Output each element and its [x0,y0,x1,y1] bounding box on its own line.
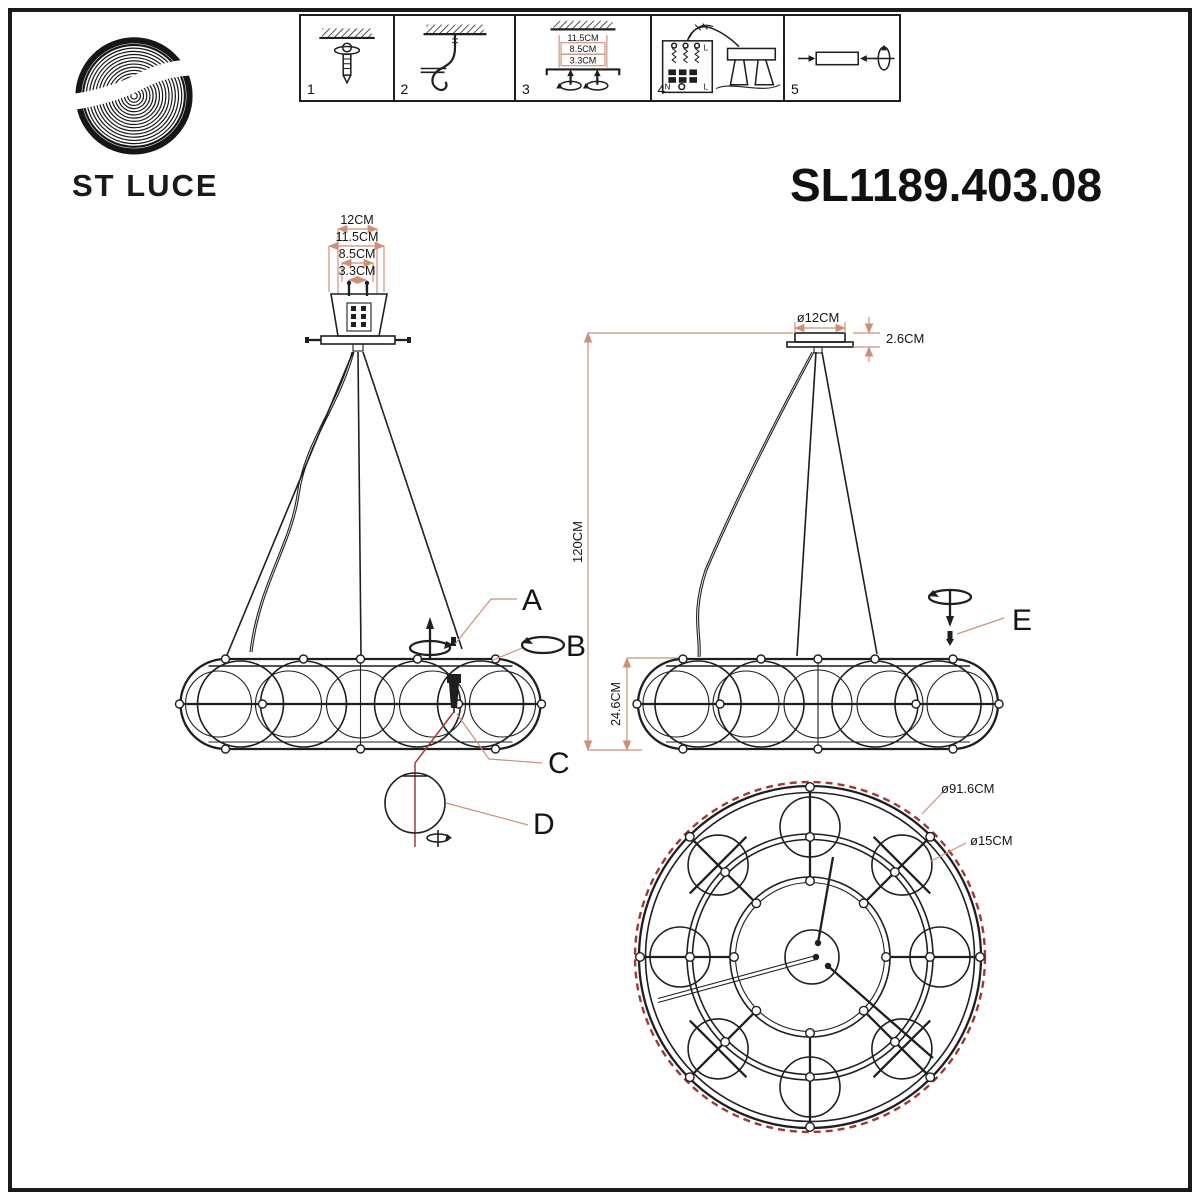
model-number: SL1189.403.08 [790,159,1103,211]
rotation-arrow-icon [522,637,564,653]
dimension-label: 8.5CM [338,247,376,261]
terminal-label-l: L [703,43,708,53]
chandelier-body-side [633,655,1003,753]
suspension-cables [697,352,877,657]
step-number: 5 [791,81,799,97]
rotation-arrow-icon [427,830,452,847]
side-view [570,310,1032,753]
step-number: 4 [657,81,666,97]
screw-icon [946,631,954,646]
step-number: 1 [307,81,315,97]
dimension-label: 120CM [570,521,585,563]
part-label-b: B [566,630,587,663]
part-label-c: C [548,747,570,780]
step3-dim1: 11.5CM [567,32,599,43]
dimension-label: 2.6CM [886,331,925,346]
terminal-label-l: L [703,82,708,92]
dimension-label: 12CM [340,213,374,227]
step-number: 3 [522,81,530,97]
dimension-label: 11.5CM [335,230,379,244]
rotation-arrow-icon [410,617,454,660]
step-number: 2 [400,81,409,97]
part-label-d: D [533,808,555,841]
front-dimensions [329,213,384,294]
part-label-e: E [1012,604,1033,637]
canopy-side [787,333,853,353]
suspension-cables [227,352,462,655]
terminal-label-n: N [664,82,670,92]
step3-dim2: 8.5CM [569,43,597,54]
chandelier-body-front [176,655,546,753]
dimension-label: ø15CM [970,833,1013,848]
top-view [635,781,1013,1132]
dimension-label: ø91.6CM [941,781,995,796]
dimension-label: 3.3CM [338,264,376,278]
canopy-front [305,281,411,351]
front-view [176,213,587,847]
rotation-arrow-icon [928,590,971,627]
part-label-a: A [522,584,543,617]
step3-dim3: 3.3CM [569,55,597,66]
brand-name: ST LUCE [72,168,219,203]
dimension-label: 24.6CM [609,682,623,726]
dimension-label: ø12CM [796,310,840,325]
